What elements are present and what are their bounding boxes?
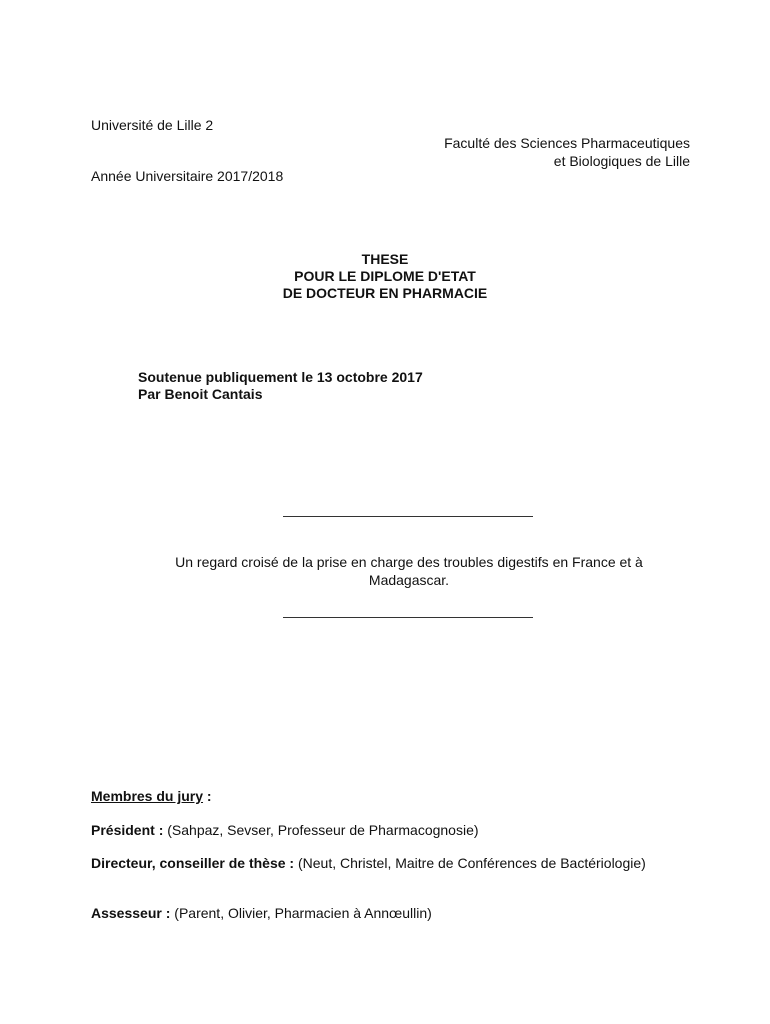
university-name: Université de Lille 2 (91, 117, 214, 133)
defense-date: Soutenue publiquement le 13 octobre 2017 (138, 369, 423, 385)
thesis-title-line-1: THESE (361, 251, 409, 267)
jury-assessor-value: (Parent, Olivier, Pharmacien à Annœullin) (170, 905, 432, 921)
jury-director-label: Directeur, conseiller de thèse : (91, 855, 295, 871)
jury-assessor-label: Assesseur : (91, 905, 171, 921)
jury-president-value: (Sahpaz, Sevser, Professeur de Pharmacognosie) (163, 822, 479, 838)
faculty-line-1: Faculté des Sciences Pharmaceutiques (444, 135, 690, 151)
thesis-subject (0, 553, 770, 589)
defense-info (138, 369, 423, 403)
jury-president-label: Président : (91, 822, 164, 838)
separator-line-top (283, 516, 533, 517)
jury-heading-colon: : (203, 788, 212, 804)
thesis-subject-line-1: Un regard croisé de la prise en charge des troubles digestifs en France et à (175, 554, 643, 570)
faculty-name (444, 134, 690, 170)
academic-year: Année Universitaire 2017/2018 (91, 168, 284, 184)
thesis-title-line-2: POUR LE DIPLOME D'ETAT (294, 268, 476, 284)
faculty-line-2: et Biologiques de Lille (553, 153, 690, 169)
jury-director-value: (Neut, Christel, Maitre de Conférences de Bactériologie) (294, 855, 646, 871)
thesis-author: Par Benoit Cantais (138, 386, 263, 402)
jury-assessor (91, 905, 432, 921)
thesis-title (0, 251, 770, 302)
jury-director (91, 854, 651, 872)
thesis-title-line-3: DE DOCTEUR EN PHARMACIE (282, 285, 488, 301)
jury-heading-label: Membres du jury (91, 788, 204, 804)
separator-line-bottom (283, 617, 533, 618)
thesis-subject-line-2: Madagascar. (368, 572, 450, 588)
jury-heading (91, 788, 212, 804)
jury-president (91, 822, 479, 838)
